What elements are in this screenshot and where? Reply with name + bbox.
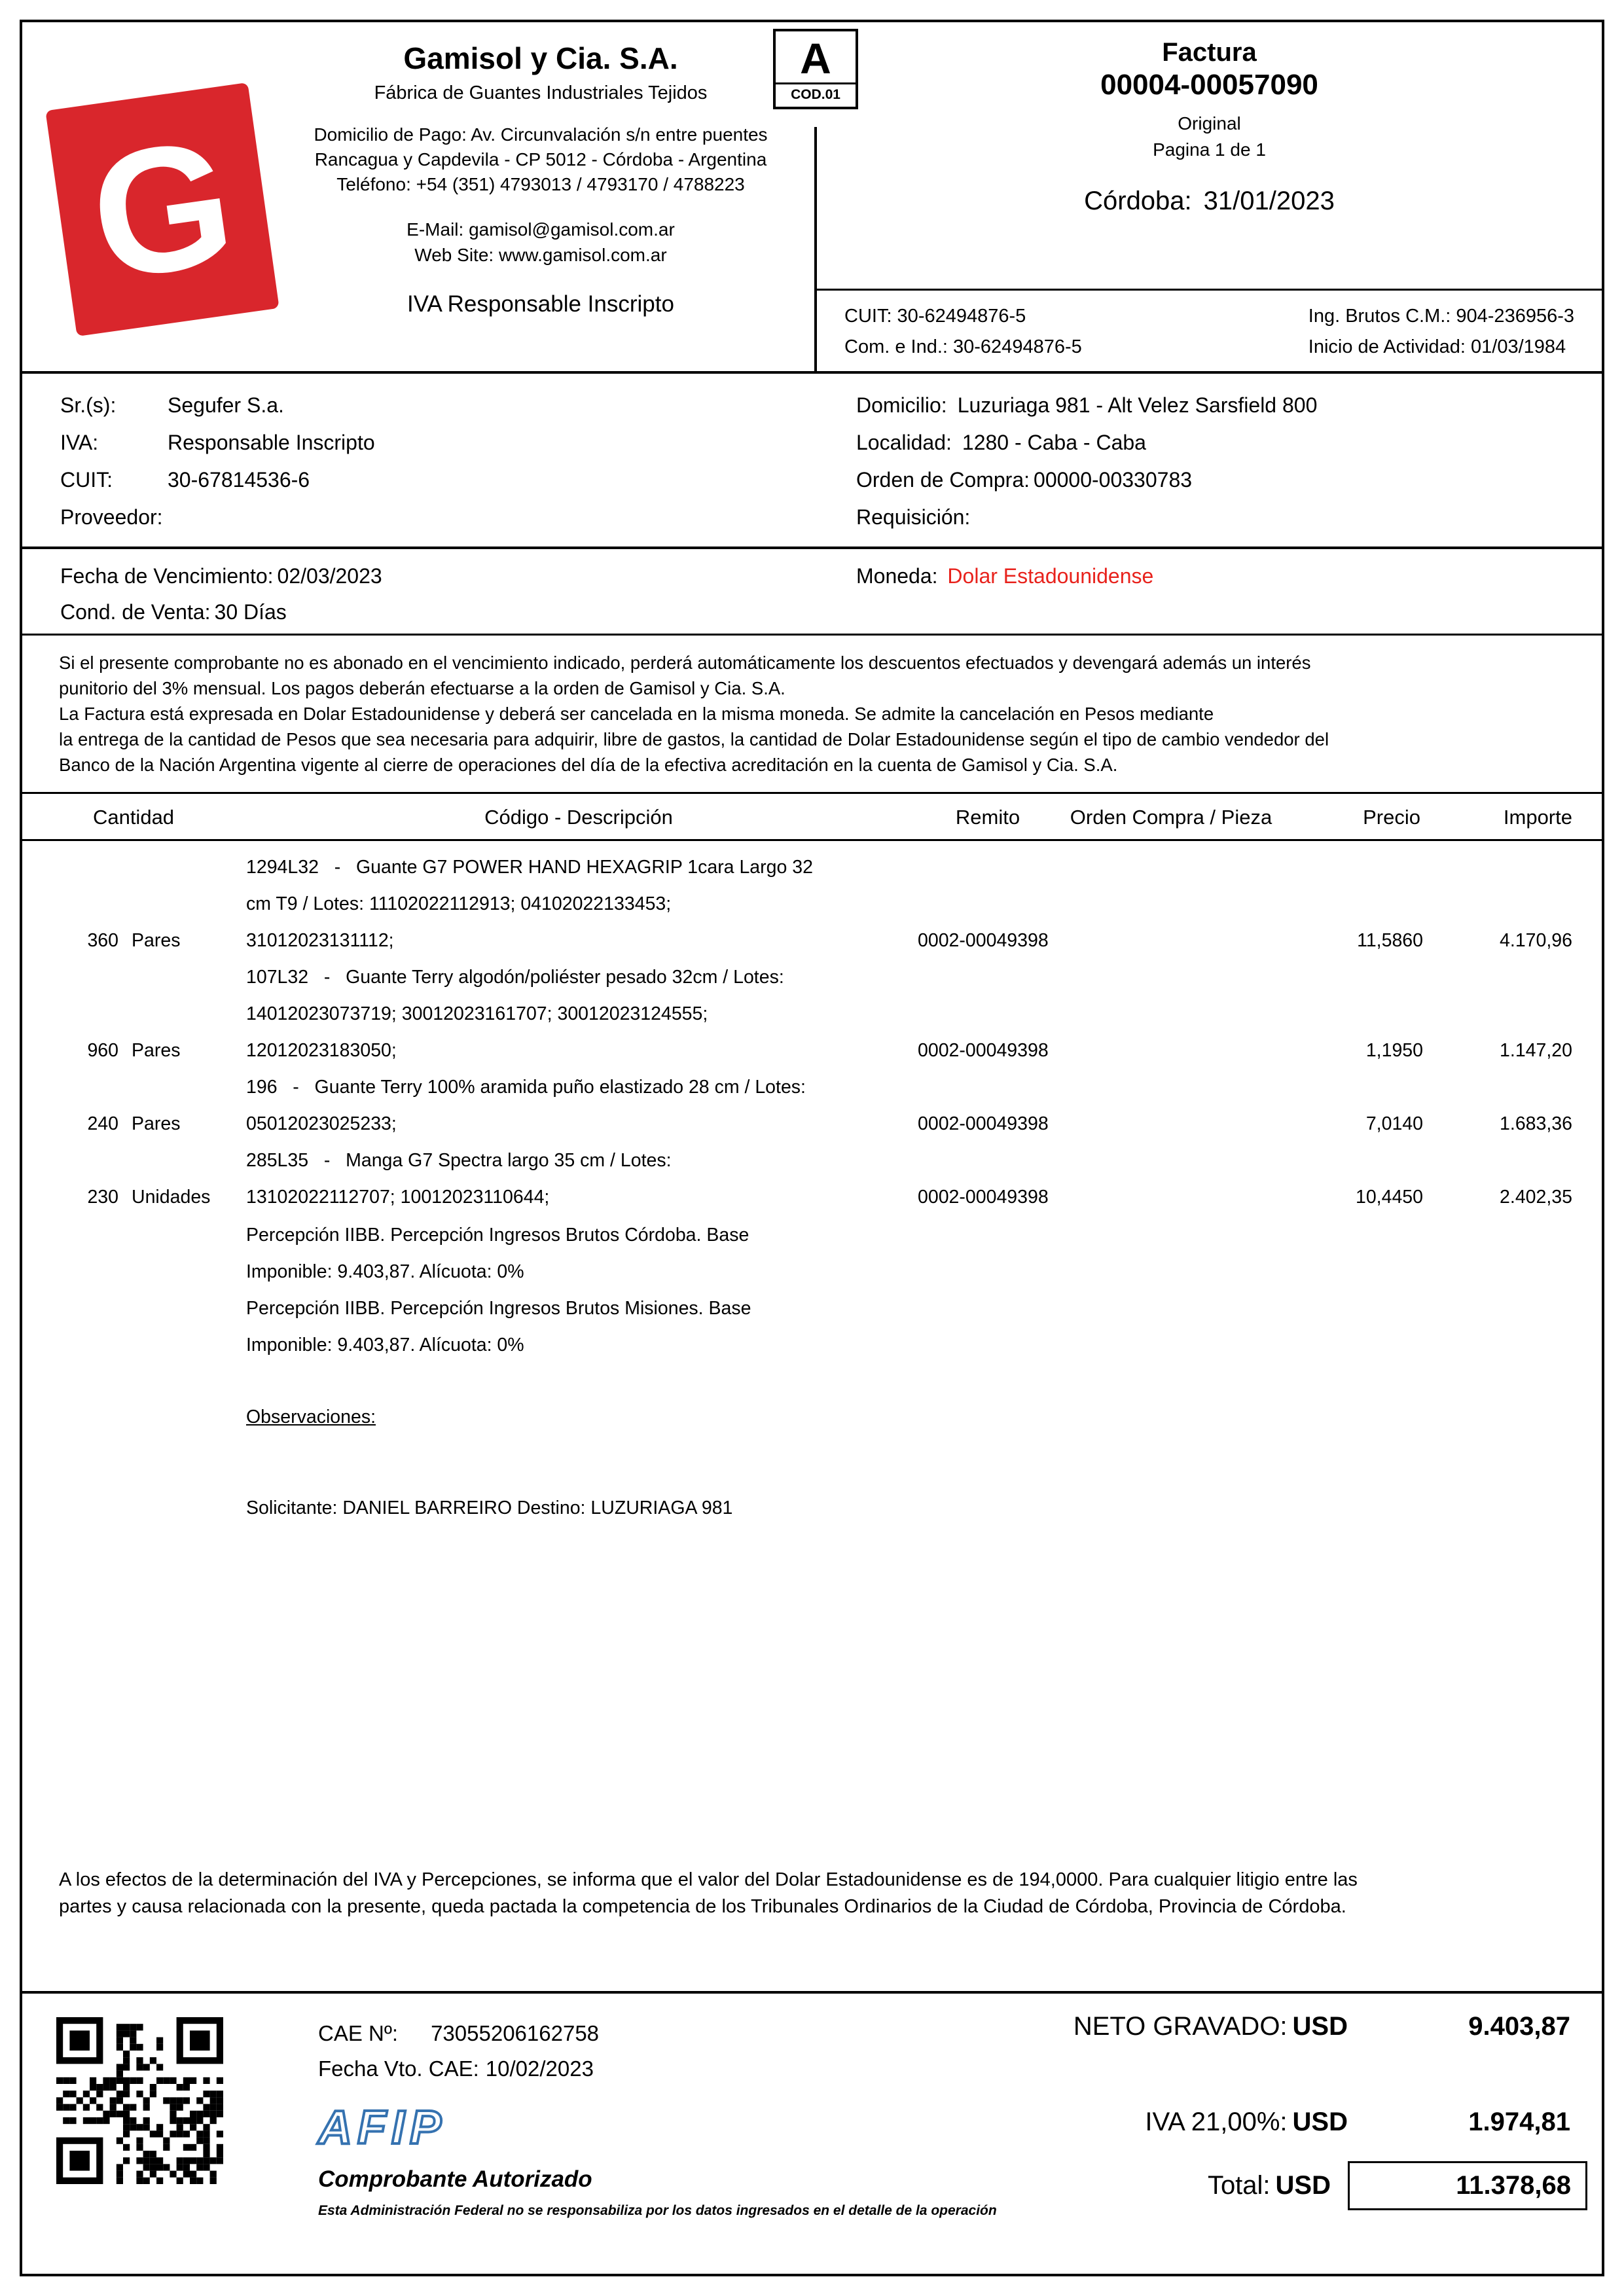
item-qty-unit: Pares — [132, 1113, 181, 1134]
item-desc-line: 1294L32 - Guante G7 POWER HAND HEXAGRIP 1cara Largo 32 — [246, 857, 813, 878]
iva-currency: USD — [1292, 2108, 1348, 2136]
header — [22, 22, 1602, 374]
footer — [22, 1991, 1602, 2274]
total-row — [1208, 2161, 1570, 2210]
invoice-head — [817, 22, 1602, 216]
client-proveedor-label: Proveedor: — [60, 505, 163, 529]
client-right — [817, 387, 1602, 547]
header-orden-compra: Orden Compra / Pieza — [1070, 806, 1272, 829]
fiscal-left — [844, 301, 1082, 371]
percepcion-line: Imponible: 9.403,87. Alícuota: 0% — [246, 1335, 524, 1355]
payment-notice — [22, 636, 1602, 794]
client-orden-compra-value: 00000-00330783 — [1034, 468, 1193, 492]
notice-line: punitorio del 3% mensual. Los pagos deberán efectuarse a la orden de Gamisol y Cia. S.A. — [59, 678, 785, 698]
item-description — [245, 959, 912, 1069]
cond-venta-value: 30 Días — [214, 600, 287, 624]
client-localidad-value: 1280 - Caba - Caba — [962, 431, 1146, 454]
total-currency: USD — [1275, 2171, 1331, 2200]
vencimiento-value: 02/03/2023 — [277, 564, 382, 588]
invoice-city-label: Córdoba: — [1084, 187, 1192, 215]
item-description — [245, 849, 912, 959]
client-orden-compra-label: Orden de Compra: — [856, 468, 1030, 492]
item-desc-line: 107L32 - Guante Terry algodón/poliéster pesado 32cm / Lotes: — [246, 967, 784, 988]
item-desc-line: 285L35 - Manga G7 Spectra largo 35 cm / Lotes: — [246, 1150, 672, 1171]
company-block — [279, 41, 803, 317]
company-logo-letter: G — [80, 101, 245, 318]
items-table-header — [22, 794, 1602, 841]
notice-line: la entrega de la cantidad de Pesos que sea necesaria para adquirir, libre de gastos, la cantidad de Dolar Estadounidense según el tipo de cambio vendedor del — [59, 729, 1329, 749]
invoice-copy: Original — [1178, 113, 1241, 134]
header-right — [817, 22, 1602, 371]
client-cuit-row — [60, 461, 817, 499]
header-precio: Precio — [1363, 806, 1420, 829]
neto-amount: 9.403,87 — [1468, 2012, 1570, 2041]
client-requisicion-row — [856, 499, 1602, 536]
header-descripcion: Código - Descripción — [484, 806, 673, 829]
invoice-number: 00004-00057090 — [1100, 69, 1318, 101]
item-remito: 0002-00049398 — [918, 1040, 1049, 1061]
item-qty-number: 240 — [87, 1113, 118, 1134]
company-subtitle: Fábrica de Guantes Industriales Tejidos — [374, 82, 708, 103]
percepcion-line: Percepción IIBB. Percepción Ingresos Brutos Córdoba. Base — [246, 1225, 749, 1246]
item-importe: 4.170,96 — [1500, 930, 1572, 951]
item-precio: 10,4450 — [1355, 1187, 1423, 1208]
company-iva-status: IVA Responsable Inscripto — [407, 291, 674, 317]
item-qty-unit: Unidades — [132, 1187, 211, 1208]
client-iva-row — [60, 424, 817, 461]
cond-venta-label: Cond. de Venta: — [60, 600, 211, 624]
disclaimer-line: A los efectos de la determinación del IVA y Percepciones, se informa que el valor del Dolar Estadounidense es de 194,0000. Para cualquier litigio entre las — [59, 1869, 1358, 1890]
company-address-line2: Rancagua y Capdevila - CP 5012 - Córdoba - Argentina — [314, 149, 767, 170]
payment-right — [817, 558, 1602, 634]
item-precio: 7,0140 — [1365, 1113, 1423, 1134]
vencimiento-label: Fecha de Vencimiento: — [60, 564, 274, 588]
client-orden-compra-row — [856, 461, 1602, 499]
invoice-date: 31/01/2023 — [1203, 187, 1335, 215]
item-remito: 0002-00049398 — [918, 1113, 1049, 1134]
invoice-type-box — [773, 29, 858, 109]
iva-amount: 1.974,81 — [1468, 2108, 1570, 2136]
company-contact — [279, 217, 803, 268]
invoice-page-count: Pagina 1 de 1 — [1153, 139, 1266, 160]
item-quantity — [22, 1105, 245, 1142]
client-requisicion-label: Requisición: — [856, 505, 971, 529]
item-remito: 0002-00049398 — [918, 930, 1049, 951]
payment-left — [22, 558, 817, 634]
percepcion-line: Percepción IIBB. Percepción Ingresos Brutos Misiones. Base — [246, 1298, 751, 1319]
item-quantity — [22, 1032, 245, 1069]
item-desc-line: 13102022112707; 10012023110644; — [246, 1187, 550, 1208]
percepcion-line: Imponible: 9.403,87. Alícuota: 0% — [246, 1261, 524, 1282]
client-sr-row — [60, 387, 817, 424]
item-importe: 1.147,20 — [1500, 1040, 1572, 1061]
total-label: Total: — [1207, 2171, 1271, 2200]
client-iva-label: IVA: — [60, 431, 99, 454]
notice-line: Banco de la Nación Argentina vigente al cierre de operaciones del día de la efectiva acreditación en la cuenta de Gamisol y Cia. S.A. — [59, 755, 1118, 775]
notice-line: La Factura está expresada en Dolar Estadounidense y deberá ser cancelada en la misma moneda. Se admite la cancelación en Pesos mediante — [59, 704, 1214, 724]
payment-section — [22, 549, 1602, 636]
invoice-city-date — [817, 187, 1602, 216]
client-cuit-value: 30-67814536-6 — [168, 468, 310, 492]
table-row — [22, 1069, 1602, 1142]
notice-line: Si el presente comprobante no es abonado en el vencimiento indicado, perderá automáticamente los descuentos efectuados y devengará además un interés — [59, 653, 1311, 673]
disclaimer-line: partes y causa relacionada con la presente, queda pactada la competencia de los Tribunales Ordinarios de la Ciudad de Córdoba, Provincia de Córdoba. — [59, 1896, 1346, 1917]
company-address — [279, 122, 803, 197]
neto-gravado-row — [1074, 2012, 1570, 2041]
item-qty-unit: Pares — [132, 1040, 181, 1061]
item-desc-line: 31012023131112; — [246, 930, 394, 951]
client-iva-value: Responsable Inscripto — [168, 431, 375, 454]
item-desc-line: 196 - Guante Terry 100% aramida puño elastizado 28 cm / Lotes: — [246, 1077, 806, 1098]
company-email: E-Mail: gamisol@gamisol.com.ar — [406, 219, 675, 240]
afip-legal-text: Esta Administración Federal no se responsabiliza por los datos ingresados en el detalle de la operación — [318, 2203, 997, 2218]
item-quantity — [22, 922, 245, 959]
iva-label: IVA 21,00%: — [1145, 2108, 1288, 2136]
client-proveedor-row — [60, 499, 817, 536]
header-importe: Importe — [1503, 806, 1572, 829]
item-description — [245, 1069, 912, 1142]
items-table-body — [22, 841, 1602, 1991]
qr-code — [56, 2017, 223, 2184]
company-com-ind: Com. e Ind.: 30-62494876-5 — [844, 336, 1082, 357]
header-cantidad: Cantidad — [92, 806, 175, 829]
client-domicilio-row — [856, 387, 1602, 424]
client-sr-value: Segufer S.a. — [168, 393, 284, 417]
company-cuit: CUIT: 30-62494876-5 — [844, 306, 1026, 327]
item-importe: 2.402,35 — [1500, 1187, 1572, 1208]
legal-disclaimer — [59, 1867, 1565, 1920]
moneda-value: Dolar Estadounidense — [947, 564, 1154, 588]
item-quantity — [22, 1179, 245, 1215]
cae-block — [318, 2016, 997, 2219]
item-qty-number: 960 — [87, 1040, 118, 1061]
company-phone: Teléfono: +54 (351) 4793013 / 4793170 / 4788223 — [336, 174, 745, 194]
item-qty-number: 230 — [87, 1187, 118, 1208]
company-ing-brutos: Ing. Brutos C.M.: 904-236956-3 — [1308, 306, 1574, 327]
comprobante-autorizado-label: Comprobante Autorizado — [318, 2166, 592, 2192]
item-precio: 1,1950 — [1365, 1040, 1423, 1061]
invoice-title: Factura — [1162, 38, 1257, 67]
neto-currency: USD — [1292, 2012, 1348, 2041]
fiscal-right — [1308, 301, 1574, 371]
item-desc-line: 14012023073719; 30012023161707; 30012023124555; — [246, 1003, 708, 1024]
fiscal-data — [817, 289, 1602, 371]
item-description — [245, 1142, 912, 1215]
company-website: Web Site: www.gamisol.com.ar — [414, 245, 667, 265]
item-desc-line: 12012023183050; — [246, 1040, 397, 1061]
total-amount: 11.378,68 — [1348, 2161, 1587, 2210]
invoice-type-code: COD.01 — [776, 82, 856, 107]
item-qty-unit: Pares — [132, 930, 181, 951]
item-importe: 1.683,36 — [1500, 1113, 1572, 1134]
table-row — [22, 959, 1602, 1069]
client-sr-label: Sr.(s): — [60, 393, 117, 417]
moneda-label: Moneda: — [856, 564, 938, 588]
client-localidad-label: Localidad: — [856, 431, 952, 454]
cae-vto-row — [318, 2051, 997, 2087]
item-precio: 11,5860 — [1357, 930, 1423, 951]
observaciones-label: Observaciones: — [246, 1407, 376, 1427]
company-logo — [45, 82, 279, 336]
vencimiento-row — [60, 558, 817, 594]
invoice-type-letter: A — [800, 34, 831, 82]
item-remito: 0002-00049398 — [918, 1187, 1049, 1208]
company-name: Gamisol y Cia. S.A. — [403, 41, 678, 75]
client-cuit-label: CUIT: — [60, 468, 113, 492]
iva-row — [1145, 2108, 1570, 2137]
item-qty-number: 360 — [87, 930, 118, 951]
cae-vto-label: Fecha Vto. CAE: — [318, 2056, 479, 2081]
item-desc-line: cm T9 / Lotes: 11102022112913; 04102022133453; — [246, 893, 672, 914]
solicitante-line: Solicitante: DANIEL BARREIRO Destino: LUZURIAGA 981 — [246, 1498, 733, 1518]
cae-vto-value: 10/02/2023 — [485, 2056, 594, 2081]
item-desc-line: 05012023025233; — [246, 1113, 397, 1134]
afip-logo: AFIP — [318, 2102, 447, 2154]
table-row — [22, 1142, 1602, 1215]
percepciones-block — [22, 1217, 1602, 1363]
client-domicilio-label: Domicilio: — [856, 393, 947, 417]
company-address-line1: Domicilio de Pago: Av. Circunvalación s/n entre puentes — [314, 124, 768, 145]
cond-venta-row — [60, 594, 817, 630]
moneda-row — [856, 558, 1602, 594]
invoice-frame — [20, 20, 1604, 2276]
client-domicilio-value: Luzuriaga 981 - Alt Velez Sarsfield 800 — [957, 393, 1318, 417]
company-inicio-actividad: Inicio de Actividad: 01/03/1984 — [1308, 336, 1566, 357]
cae-value: 73055206162758 — [431, 2021, 600, 2045]
cae-label: CAE Nº: — [318, 2021, 399, 2045]
client-localidad-row — [856, 424, 1602, 461]
client-section — [22, 374, 1602, 549]
header-remito: Remito — [955, 806, 1020, 829]
client-left — [22, 387, 817, 547]
table-row — [22, 849, 1602, 959]
cae-row — [318, 2016, 997, 2051]
neto-gravado-label: NETO GRAVADO: — [1073, 2012, 1288, 2041]
